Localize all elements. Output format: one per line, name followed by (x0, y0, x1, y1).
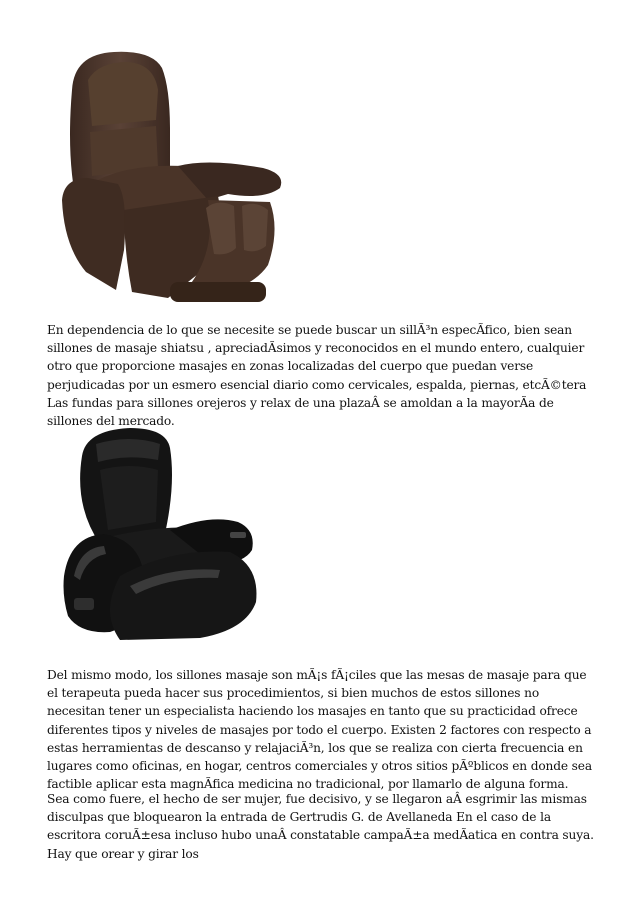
brown-massage-chair-image (58, 50, 290, 308)
paragraph-1: En dependencia de lo que se necesite se puede buscar un sillÃ³n especÃfico, bien sean sillones de masaje shiatsu , apreciadÃsimos y reconocidos en el mundo entero, cualquier otro que proporcione masajes en zonas localizadas del cuerpo que puedan verse perjudicadas por un esmero esencial diario como cervicales, espalda, piernas, etcÃ©tera Las fundas para sillones orejeros y relax de una plazaÂ se amoldan a la mayorÃa de sillones del mercado. (47, 323, 587, 429)
paragraph-3: Sea como fuere, el hecho de ser mujer, fue decisivo, y se llegaron aÂ esgrimir las mismas disculpas que bloquearon la entrada de Gertrudis G. de Avellaneda En el caso de la escritora coruÃ±esa incluso hubo unaÂ constatable campaÃ±a medÃatica en contra suya. Hay que orear y girar los (47, 792, 594, 861)
black-massage-chair-image (60, 426, 268, 644)
paragraph-2: Del mismo modo, los sillones masaje son mÃ¡s fÃ¡ciles que las mesas de masaje para que el terapeuta pueda hacer sus procedimientos, si bien muchos de estos sillones no necesitan tener un especialista haciendo los masajes en tanto que su practicidad ofrece diferentes tipos y niveles de masajes por todo el cuerpo. Existen 2 factores con respecto a estas herramientas de descanso y relajaciÃ³n, los que se realiza con cierta frecuencia en lugares como oficinas, en hogar, centros comerciales y otros sitios pÃºblicos en donde sea factible aplicar esta magnÃfica medicina no tradicional, por llamarlo de alguna forma. (47, 668, 592, 792)
